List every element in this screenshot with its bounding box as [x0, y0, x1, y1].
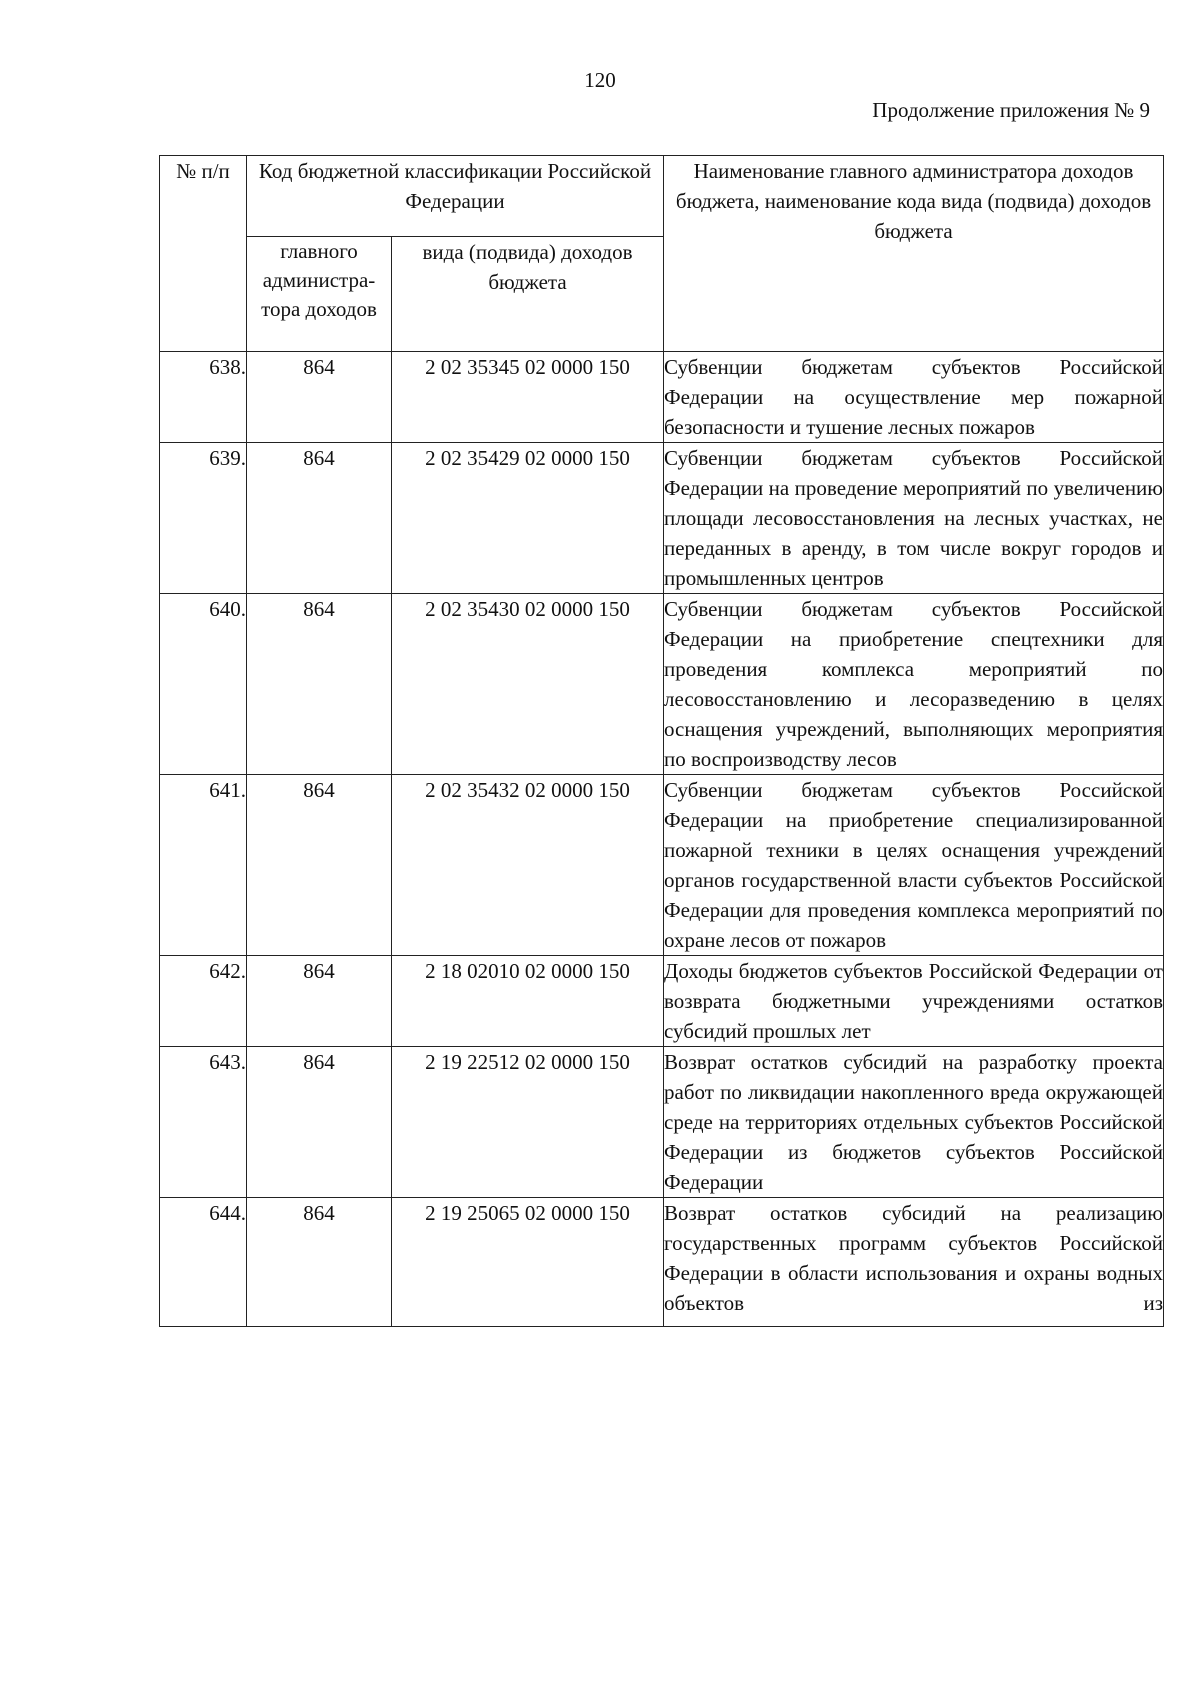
administrator-code: 864	[247, 443, 392, 594]
administrator-code: 864	[247, 594, 392, 775]
row-number: 640.	[160, 594, 247, 775]
administrator-code: 864	[247, 352, 392, 443]
table-row	[160, 1047, 1164, 1198]
income-name: Доходы бюджетов субъектов Российской Федерации от возврата бюджетными учреждениями остатков субсидий прошлых лет	[664, 956, 1164, 1047]
income-name: Субвенции бюджетам субъектов Российской Федерации на приобретение спецтехники для проведения комплекса мероприятий по лесовосстановлению и лесоразведению в целях оснащения учреждений, выполняющих мероприятия по воспроизводству лесов	[664, 594, 1164, 775]
income-name: Возврат остатков субсидий на разработку проекта работ по ликвидации накопленного вреда окружающей среде на территориях отдельных субъектов Российской Федерации из бюджетов субъектов Российской Федерации	[664, 1047, 1164, 1198]
income-name: Возврат остатков субсидий на реализацию государственных программ субъектов Российской Федерации в области использования и охраны водных объектов из	[664, 1198, 1164, 1327]
table-row	[160, 594, 1164, 775]
income-code: 2 02 35345 02 0000 150	[392, 352, 664, 443]
administrator-code: 864	[247, 1047, 392, 1198]
income-name: Субвенции бюджетам субъектов Российской Федерации на проведение мероприятий по увеличению площади лесовосстановления на лесных участках, не переданных в аренду, в том числе вокруг городов и промышленных центров	[664, 443, 1164, 594]
income-code: 2 19 22512 02 0000 150	[392, 1047, 664, 1198]
header-name: Наименование главного администратора доходов бюджета, наименование кода вида (подвида) доходов бюджета	[664, 156, 1164, 352]
row-number: 644.	[160, 1198, 247, 1327]
row-number: 643.	[160, 1047, 247, 1198]
income-code: 2 02 35432 02 0000 150	[392, 775, 664, 956]
row-number: 642.	[160, 956, 247, 1047]
income-name: Субвенции бюджетам субъектов Российской Федерации на осуществление мер пожарной безопасности и тушение лесных пожаров	[664, 352, 1164, 443]
income-code: 2 18 02010 02 0000 150	[392, 956, 664, 1047]
budget-classification-table	[159, 155, 1164, 1327]
table-row	[160, 443, 1164, 594]
header-classification-code: Код бюджетной классификации Российской Федерации	[247, 156, 664, 237]
row-number: 639.	[160, 443, 247, 594]
table-row	[160, 775, 1164, 956]
header-income-type-code: вида (подвида) доходов бюджета	[392, 237, 664, 352]
row-number: 641.	[160, 775, 247, 956]
row-number: 638.	[160, 352, 247, 443]
income-code: 2 02 35430 02 0000 150	[392, 594, 664, 775]
table-row	[160, 1198, 1164, 1327]
income-code: 2 19 25065 02 0000 150	[392, 1198, 664, 1327]
header-administrator-code: главного администра-тора доходов	[247, 237, 392, 352]
table-row	[160, 352, 1164, 443]
appendix-continuation-title: Продолжение приложения № 9	[872, 98, 1150, 122]
administrator-code: 864	[247, 1198, 392, 1327]
page-number: 120	[584, 68, 616, 92]
table-row	[160, 956, 1164, 1047]
income-name: Субвенции бюджетам субъектов Российской Федерации на приобретение специализированной пожарной техники в целях оснащения учреждений органов государственной власти субъектов Российской Федерации для проведения комплекса мероприятий по охране лесов от пожаров	[664, 775, 1164, 956]
header-row-number: № п/п	[160, 156, 247, 352]
table-header	[160, 156, 1164, 352]
administrator-code: 864	[247, 956, 392, 1047]
income-code: 2 02 35429 02 0000 150	[392, 443, 664, 594]
administrator-code: 864	[247, 775, 392, 956]
